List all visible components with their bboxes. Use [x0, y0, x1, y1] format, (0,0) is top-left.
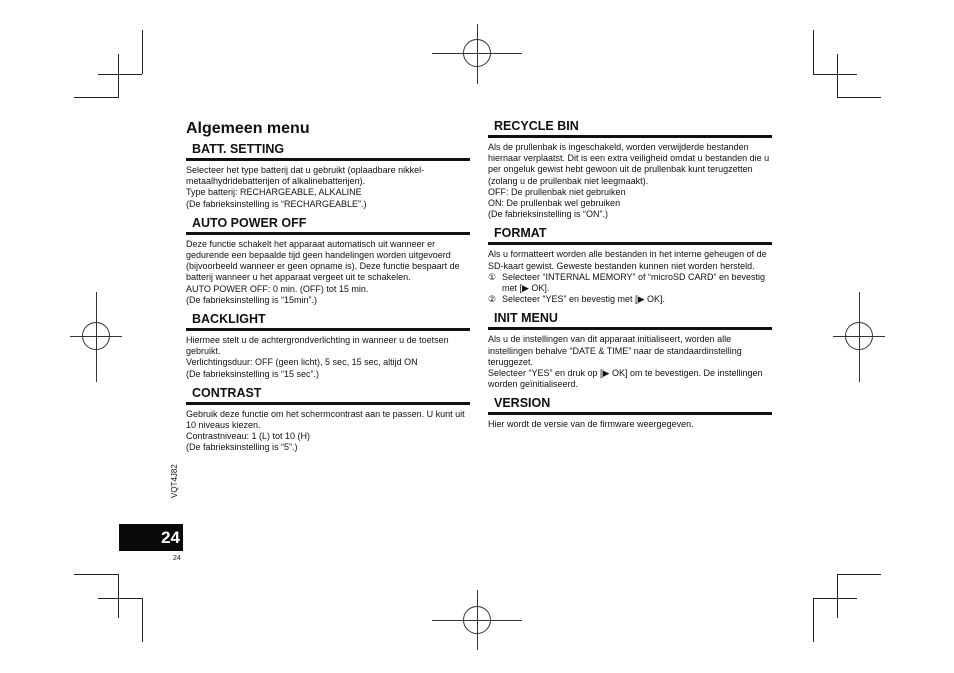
section-recycle-bin	[488, 119, 772, 220]
right-column	[488, 119, 772, 431]
section-version	[488, 396, 772, 430]
body-text: Hier wordt de versie van de firmware weergegeven.	[488, 419, 694, 430]
crop-mark	[837, 574, 881, 575]
body-text: ON: De prullenbak wel gebruiken	[488, 198, 621, 209]
crop-mark	[118, 574, 119, 618]
body-text: Selecteer “YES” en druk op [▶ OK] om te bevestigen. De instellingen worden geïnitialiseerd.	[488, 368, 763, 390]
body-text: Gebruik deze functie om het schermcontrast aan te passen. U kunt uit 10 niveaus kiezen.	[186, 408, 465, 431]
list-item	[488, 272, 772, 294]
registration-mark-icon	[859, 292, 860, 382]
section-contrast	[186, 386, 470, 454]
section-heading: INIT MENU	[488, 311, 772, 330]
body-text: Contrastniveau: 1 (L) tot 10 (H)	[186, 431, 311, 442]
section-heading: FORMAT	[488, 226, 772, 245]
section-heading: BATT. SETTING	[186, 142, 470, 161]
registration-mark-icon	[477, 24, 478, 84]
crop-mark	[74, 97, 118, 98]
section-init-menu	[488, 311, 772, 390]
crop-mark	[142, 598, 143, 642]
section-format	[488, 226, 772, 305]
registration-mark-icon	[96, 292, 97, 382]
crop-mark	[813, 598, 814, 642]
body-text: (De fabrieksinstelling is “ON”.)	[488, 209, 609, 220]
step-number: ②	[488, 294, 497, 305]
step-list	[488, 272, 772, 306]
body-text: Deze functie schakelt het apparaat automatisch uit wanneer er gedurende een bepaalde tijd geen handelingen worden uitgevoerd (bijvoorbeeld wanneer er geen opname is). Deze functie bespaart de batterij wanneer u het apparaat vergeet uit te schakelen.	[186, 238, 460, 283]
section-body	[186, 335, 470, 380]
body-text: (De fabrieksinstelling is “5”.)	[186, 442, 298, 453]
body-text: (De fabrieksinstelling is “15 sec”.)	[186, 368, 320, 379]
page-number-tab: 24	[119, 524, 183, 551]
crop-mark	[837, 54, 838, 98]
section-heading: AUTO POWER OFF	[186, 216, 470, 235]
body-text: Als de prullenbak is ingeschakeld, worden verwijderde bestanden hiernaar verplaatst. Dit is een extra veiligheid omdat u bestanden die u per ongeluk gewist hebt gewoon uit de prullenbak kunt terugzetten (zolang u de prullenbak niet leegmaakt).	[488, 142, 770, 186]
section-body	[488, 419, 772, 430]
body-text: (De fabrieksinstelling is “RECHARGEABLE”.)	[186, 198, 367, 209]
section-batt-setting	[186, 142, 470, 210]
section-heading: VERSION	[488, 396, 772, 415]
crop-mark	[98, 74, 142, 75]
section-body	[186, 409, 470, 454]
crop-mark	[142, 30, 143, 74]
registration-mark-icon	[477, 590, 478, 650]
body-text: Type batterij: RECHARGEABLE, ALKALINE	[186, 187, 362, 198]
left-column	[186, 120, 470, 454]
crop-mark	[813, 30, 814, 74]
body-text: Hiermee stelt u de achtergrondverlichting in wanneer u de toetsen gebruikt.	[186, 335, 449, 357]
crop-mark	[813, 74, 857, 75]
section-body	[488, 334, 772, 390]
body-text: Verlichtingsduur: OFF (geen licht), 5 sec, 15 sec, altijd ON	[186, 357, 418, 368]
document-code: VQT4J82	[170, 464, 179, 498]
step-text: Selecteer “YES” en bevestig met [▶ OK].	[502, 294, 665, 305]
section-backlight	[186, 312, 470, 380]
body-text: Selecteer het type batterij dat u gebruikt (oplaadbare nikkel-metaalhydridebatterijen of alkalinebatterijen).	[186, 165, 425, 187]
section-body	[488, 249, 772, 305]
list-item	[488, 294, 772, 305]
section-body	[186, 165, 470, 210]
section-heading: RECYCLE BIN	[488, 119, 772, 138]
step-text: Selecteer “INTERNAL MEMORY” of “microSD CARD” en bevestig met [▶ OK].	[502, 271, 766, 294]
section-body	[186, 239, 470, 306]
section-heading: BACKLIGHT	[186, 312, 470, 331]
body-text: (De fabrieksinstelling is “15min”.)	[186, 294, 318, 305]
body-text: OFF: De prullenbak niet gebruiken	[488, 186, 626, 197]
small-page-number: 24	[173, 555, 181, 562]
body-text: Als u de instellingen van dit apparaat initialiseert, worden alle instellingen behalve “DATE & TIME” naar de standaardinstelling teruggezet.	[488, 334, 742, 367]
crop-mark	[837, 97, 881, 98]
crop-mark	[118, 54, 119, 98]
crop-mark	[837, 574, 838, 618]
crop-mark	[813, 598, 857, 599]
section-auto-power-off	[186, 216, 470, 306]
crop-mark	[74, 574, 118, 575]
section-body	[488, 142, 772, 220]
page-title: Algemeen menu	[186, 120, 310, 137]
step-number: ①	[488, 271, 497, 282]
body-text: AUTO POWER OFF: 0 min. (OFF) tot 15 min.	[186, 283, 369, 294]
crop-mark	[98, 598, 142, 599]
body-text: Als u formatteert worden alle bestanden in het interne geheugen of de SD-kaart gewist. Geweste bestanden kunnen niet worden hersteld.	[488, 249, 767, 271]
section-heading: CONTRAST	[186, 386, 470, 405]
